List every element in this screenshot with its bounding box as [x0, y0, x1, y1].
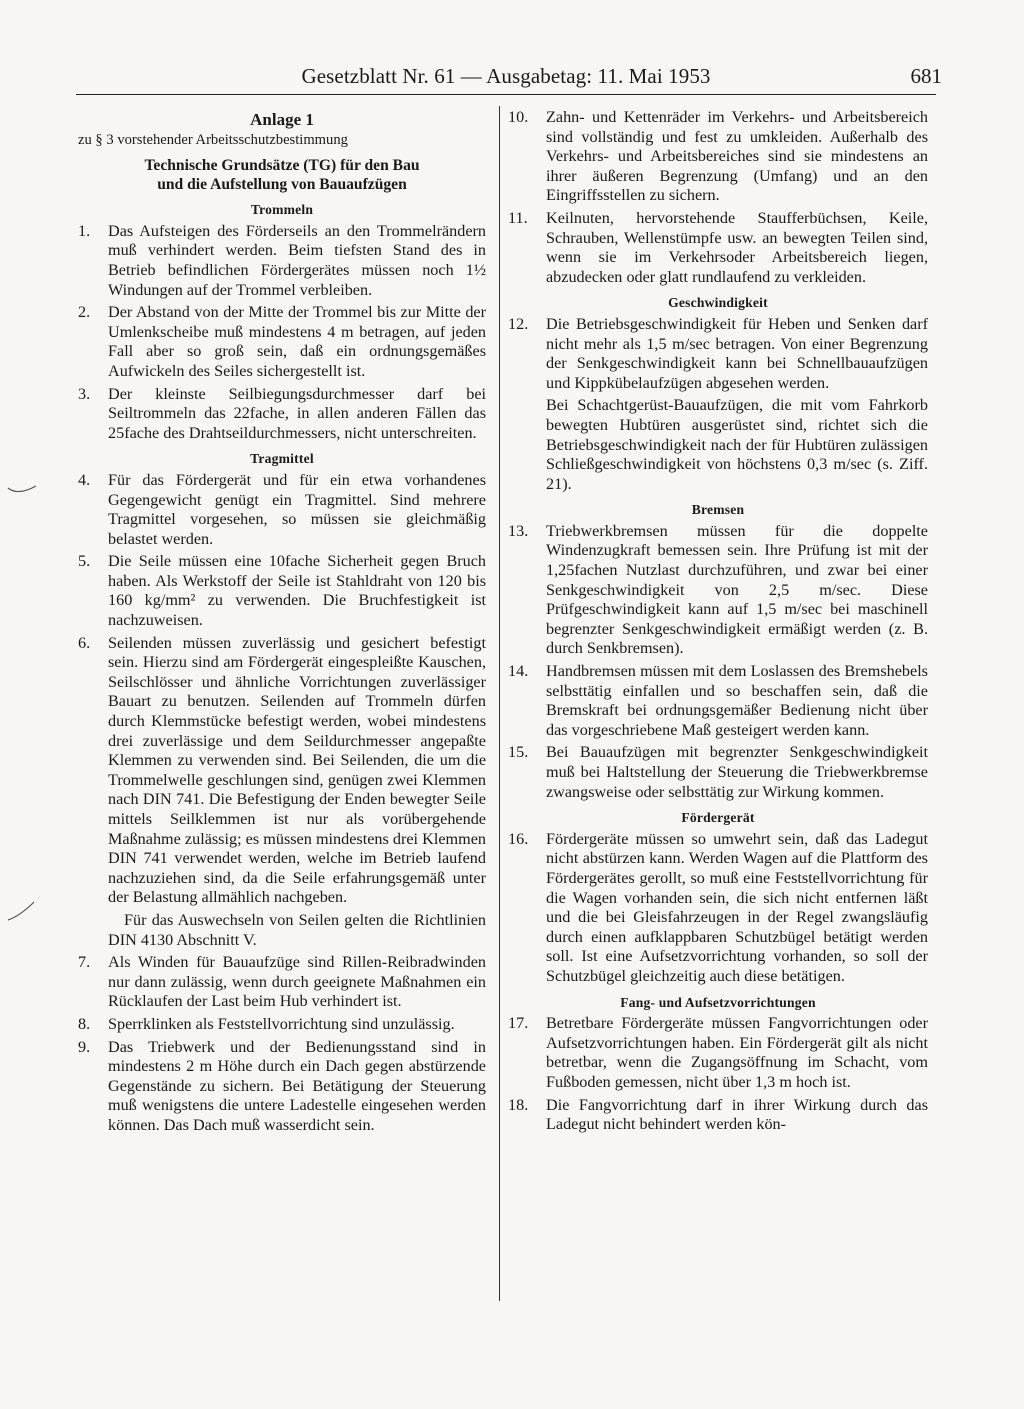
section-heading-trommeln: Trommeln	[250, 202, 314, 218]
margin-pencil-mark-2	[4, 896, 44, 926]
annex-heading: Anlage 1	[250, 110, 314, 129]
item-number: 2.	[78, 303, 91, 322]
list-item	[508, 743, 928, 802]
left-column	[78, 108, 486, 1139]
item-number: 13.	[508, 521, 529, 540]
item-number: 9.	[78, 1037, 91, 1056]
item-text: Die Betriebsgeschwindigkeit für Heben und Senken darf nicht mehr als 1,5 m/sec betragen. Von einer Begrenzung der Senkgeschwindigkeit kann bei Schnellbauaufzügen und Kippkübelaufzügen abgesehen werden.	[546, 314, 928, 392]
annex-reference: zu § 3 vorstehender Arbeitsschutzbestimmung	[78, 131, 348, 148]
list-item	[78, 303, 486, 381]
item-text: Der Abstand von der Mitte der Trommel bis zur Mitte der Umlenkscheibe muß mindestens 4 m betragen, auf jeden Fall aber so groß sein, daß ein ordnungsgemäßes Aufwickeln des Seiles sichergestellt ist.	[108, 303, 486, 380]
list-item	[508, 315, 928, 393]
list-item	[78, 953, 486, 1012]
page-header	[76, 64, 942, 95]
item-text: Das Aufsteigen des Förderseils an den Trommelrändern muß verhindert werden. Beim tiefsten Stand des in Betrieb befindlichen Fördergerätes müssen noch 1½ Windungen auf der Trommel verbleiben.	[108, 221, 486, 299]
page-number: 681	[910, 64, 942, 88]
item-text: Das Triebwerk und der Bedienungsstand sind in mindestens 2 m Höhe durch ein Dach gegen abstürzende Gegenstände zu sichern. Bei Betätigung der Steuerung muß wenigstens die untere Ladestelle eingesehen werden können. Das Dach muß wasserdicht sein.	[108, 1037, 486, 1134]
item-number: 11.	[508, 208, 528, 227]
item-text: Die Fangvorrichtung darf in ihrer Wirkung durch das Ladegut nicht behindert werden kön-	[546, 1095, 928, 1134]
list-item	[78, 385, 486, 444]
section-heading-fangvorrichtungen: Fang- und Aufsetzvorrichtungen	[620, 994, 816, 1010]
item-number: 8.	[78, 1014, 91, 1033]
item-text: Keilnuten, hervorstehende Staufferbüchsen, Keile, Schrauben, Wellenstümpfe usw. an bewegten Teilen sind, wenn sie im Verkehrsoder Arbeitsbereich liegen, abzudecken oder glatt rundlaufend zu verkleiden.	[546, 208, 928, 286]
document-title	[78, 156, 486, 194]
list-item	[78, 471, 486, 549]
header-title: Gesetzblatt Nr. 61 — Ausgabetag: 11. Mai 1953	[301, 64, 711, 88]
item-text: Handbremsen müssen mit dem Loslassen des Bremshebels selbsttätig einfallen und so beschaffen sein, daß die Bremskraft bei ordnungsgemäßer Bedienung nicht über das vorgeschriebene Maß gesteigert werden kann.	[546, 662, 928, 739]
document-title-line-2: und die Aufstellung von Bauaufzügen	[157, 176, 407, 194]
item-text: Für das Fördergerät und für ein etwa vorhandenes Gegengewicht genügt ein Tragmittel. Sind mehrere Tragmittel vorgesehen, so müssen sie gleichmäßig belastet werden.	[108, 470, 486, 548]
item-text: Betretbare Fördergeräte müssen Fangvorrichtungen oder Aufsetzvorrichtungen haben. Ein Fördergerät gilt als nicht betretbar, wenn die Zugangsöffnung im Schacht, vom Fußboden gemessen, nicht über 1,3 m hoch ist.	[546, 1014, 928, 1091]
document-title-line-1: Technische Grundsätze (TG) für den Bau	[144, 157, 420, 175]
item-text: Fördergeräte müssen so umwehrt sein, daß das Ladegut nicht abstürzen kann. Werden Wagen auf die Plattform des Fördergerätes gerollt, so muß eine Feststellvorrichtung für die Wagen vorhanden sein, die sich nicht entfernen läßt und die bei Gleisfahrzeugen in der Regel zwangsläufig durch einen aufklappbaren Schutzbügel betätigt werden soll. Ist eine Aufsetzvorrichtung vorhanden, so soll der Schutzbügel gleichzeitig auch diese betätigen.	[546, 829, 928, 985]
section-heading-foerdergeraet: Fördergerät	[681, 810, 755, 826]
item-text: Seilenden müssen zuverlässig und gesichert befestigt sein. Hierzu sind am Fördergerät eingespleißte Kauschen, Seilschlösser und ähnliche Vorrichtungen zuverlässiger Bauart zu benutzen. Seilenden auf Trommeln dürfen durch Klemmstücke befestigt werden, wobei mindestens drei zuverlässige und dem Seildurchmesser angepaßte Klemmen zu verwenden sind. Bei Seilenden, die um die Trommelwelle geschlungen sind, genügen zwei Klemmen nach DIN 741. Die Befestigung der Enden bewegter Seile mittels Seilklemmen ist nur als vorübergehende Maßnahme zulässig; es müssen mindestens drei Klemmen DIN 741 verwendet werden, welche im Betrieb laufend nachzuziehen sind, da die Seile erfahrungsgemäß unter der Belastung allmählich nachgeben.	[108, 633, 486, 907]
item-number: 15.	[508, 743, 529, 762]
item-number: 6.	[78, 633, 91, 652]
section-heading-tragmittel: Tragmittel	[250, 451, 314, 467]
item-number: 3.	[78, 384, 91, 403]
list-item	[78, 222, 486, 300]
item-text: Die Seile müssen eine 10fache Sicherheit gegen Bruch haben. Als Werkstoff der Seile ist Stahldraht von 120 bis 160 kg/mm² zu verwenden. Die Bruchfestigkeit ist nachzuweisen.	[108, 552, 486, 630]
section-heading-geschwindigkeit: Geschwindigkeit	[668, 295, 768, 311]
item-number: 14.	[508, 662, 529, 681]
list-item	[508, 1014, 928, 1092]
item-text: Der kleinste Seilbiegungsdurchmesser darf bei Seiltrommeln das 22fache, in allen anderen Fällen das 25fache des Drahtseildurchmessers, nicht unterschreiten.	[108, 384, 486, 442]
item-number: 16.	[508, 829, 529, 848]
paragraph-din-4130: Für das Auswechseln von Seilen gelten die Richtlinien DIN 4130 Abschnitt V.	[108, 910, 486, 949]
item-number: 1.	[78, 221, 91, 240]
item-text: Bei Bauaufzügen mit begrenzter Senkgeschwindigkeit muß bei Haltstellung der Steuerung die Triebwerkbremse zwangsweise oder selbsttätig zur Wirkung kommen.	[546, 743, 928, 801]
list-item	[78, 552, 486, 630]
paragraph-schachtgeruest: Bei Schachtgerüst-Bauaufzügen, die mit vom Fahrkorb bewegten Hubtüren ausgerüstet sind, richtet sich die Betriebsgeschwindigkeit nach der für Hubtüren zulässigen Schließgeschwindigkeit von höchstens 0,3 m/sec (s. Ziff. 21).	[546, 396, 928, 493]
list-item	[508, 522, 928, 659]
item-number: 5.	[78, 552, 91, 571]
list-item	[78, 1038, 486, 1136]
list-item	[508, 1096, 928, 1135]
item-number: 18.	[508, 1095, 529, 1114]
item-number: 4.	[78, 470, 91, 489]
item-text: Als Winden für Bauaufzüge sind Rillen-Reibradwinden nur dann zulässig, wenn durch geeignete Maßnahmen ein Rücklaufen der Last beim Hub verhindert ist.	[108, 953, 486, 1011]
list-item	[508, 662, 928, 740]
list-item	[508, 830, 928, 987]
item-number: 12.	[508, 314, 529, 333]
column-divider	[499, 106, 500, 1301]
item-text: Zahn- und Kettenräder im Verkehrs- und Arbeitsbereich sind vollständig und fest zu umkleiden. Außerhalb des Verkehrs- und Arbeitsbereiches sind sie mindestens an ihrer äußeren Begrenzung (Umfang) und an den Eingriffsstellen zu sichern.	[546, 108, 928, 205]
list-item	[78, 1015, 486, 1035]
item-text: Sperrklinken als Feststellvorrichtung sind unzulässig.	[108, 1014, 455, 1033]
section-heading-bremsen: Bremsen	[691, 502, 745, 518]
list-item	[508, 108, 928, 206]
list-item	[508, 209, 928, 287]
margin-pencil-mark	[4, 474, 44, 504]
item-text: Triebwerkbremsen müssen für die doppelte Windenzugkraft bemessen sein. Ihre Prüfung ist mit der 1,25fachen Nutzlast durchzuführen, und zwar bei einer Senkgeschwindigkeit von 2,5 m/sec. Diese Prüfgeschwindigkeit kann auf 1,5 m/sec bei maschinell begrenzter Senkgeschwindigkeit ermäßigt werden (z. B. durch Senkbremsen).	[546, 521, 928, 658]
right-column	[508, 108, 928, 1138]
item-number: 17.	[508, 1014, 529, 1033]
item-number: 10.	[508, 108, 529, 126]
list-item	[78, 634, 486, 908]
item-number: 7.	[78, 953, 91, 972]
